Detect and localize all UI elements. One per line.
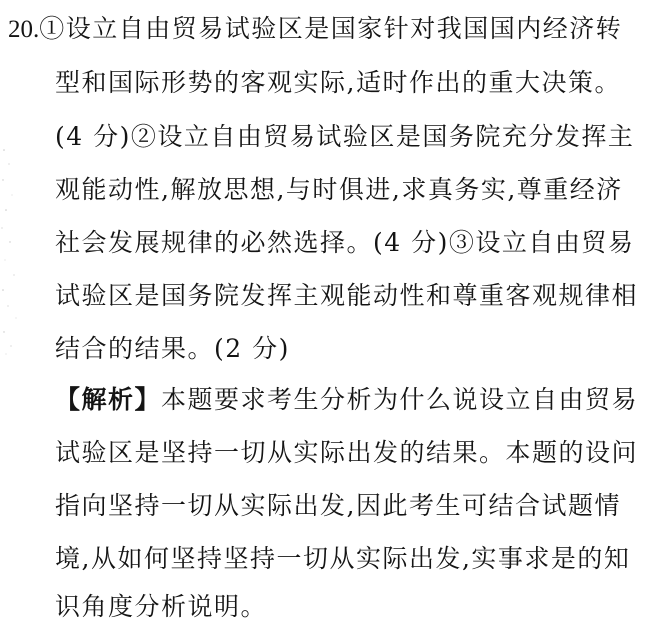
answer-line-3: (4 分)②设立自由贸易试验区是国务院充分发挥主 (55, 122, 635, 151)
answer-line-2: 型和国际形势的客观实际,适时作出的重大决策。 (55, 68, 621, 97)
answer-line-1 (8, 14, 622, 45)
scan-speckle (0, 140, 30, 360)
answer-line-4: 观能动性,解放思想,与时俱进,求真务实,尊重经济 (55, 175, 623, 204)
answer-text: ①设立自由贸易试验区是国家针对我国国内经济转 (39, 14, 623, 43)
answer-line-7: 结合的结果。(2 分) (55, 334, 290, 363)
answer-line-5: 社会发展规律的必然选择。(4 分)③设立自由贸易 (55, 228, 635, 257)
analysis-line-3: 指向坚持一切从实际出发,因此考生可结合试题情 (55, 491, 621, 520)
analysis-line-5: 识角度分析说明。 (55, 592, 268, 621)
analysis-line-1 (55, 385, 638, 415)
analysis-line-4: 境,从如何坚持坚持一切从实际出发,实事求是的知 (55, 544, 631, 573)
analysis-tag: 【解析】 (55, 385, 162, 414)
answer-line-6: 试验区是国务院发挥主观能动性和尊重客观规律相 (55, 281, 639, 310)
analysis-line-2: 试验区是坚持一切从实际出发的结果。本题的设问 (55, 438, 639, 467)
question-number: 20. (8, 16, 40, 43)
analysis-text: 本题要求考生分析为什么说设立自由贸易 (161, 385, 639, 414)
